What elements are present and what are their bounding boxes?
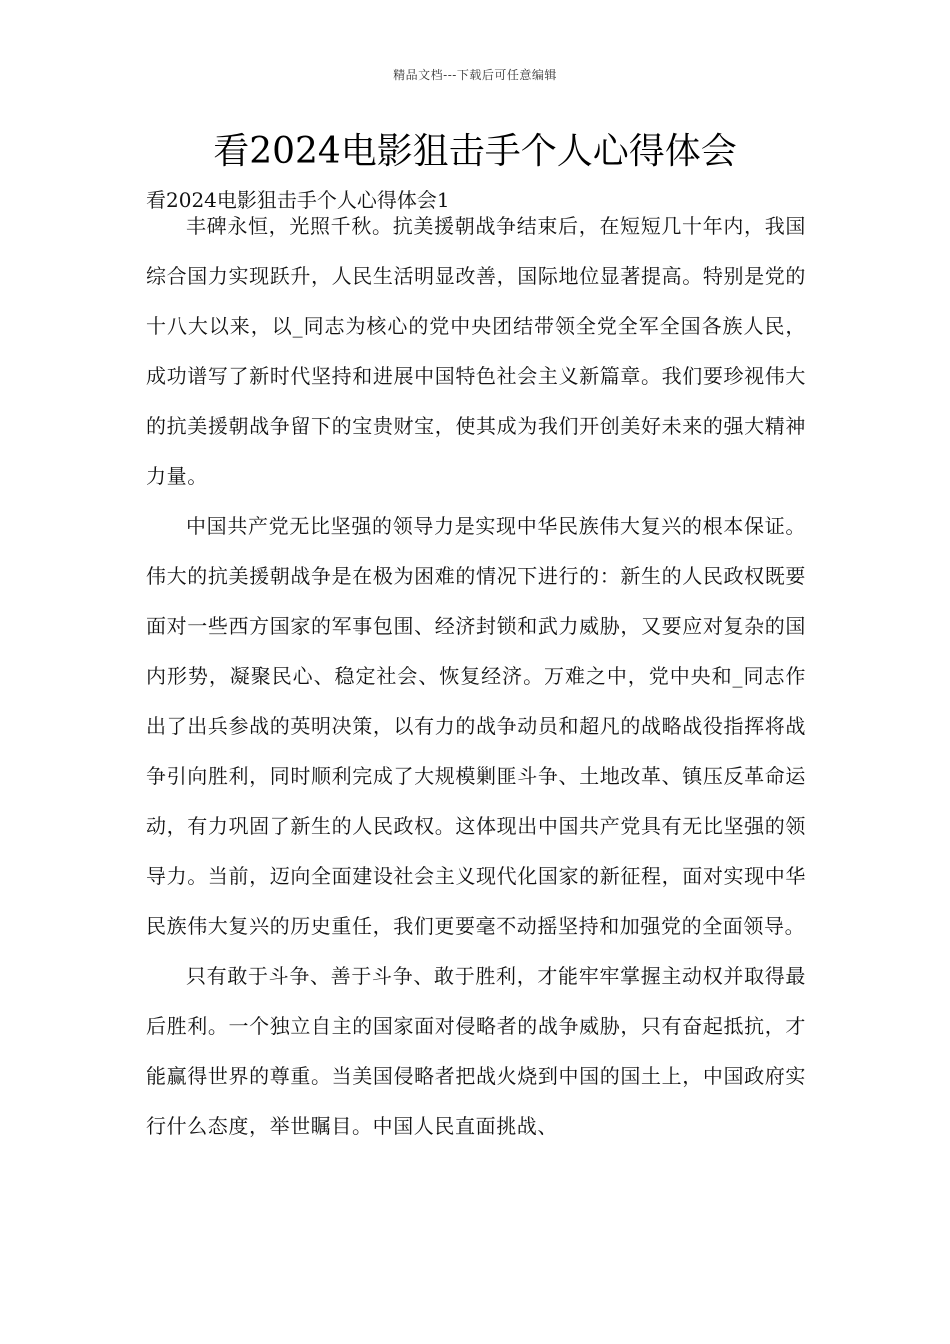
document-body (146, 201, 806, 1151)
section-heading: 看2024电影狙击手个人心得体会1 (146, 188, 450, 212)
header-note: 精品文档---下载后可任意编辑 (393, 68, 557, 82)
document-title: 看2024电影狙击手个人心得体会 (213, 131, 737, 172)
paragraph-3: 只有敢于斗争、善于斗争、敢于胜利，才能牢牢掌握主动权并取得最后胜利。一个独立自主的国家面对侵略者的战争威胁，只有奋起抵抗，才能赢得世界的尊重。当美国侵略者把战火烧到中国的国土上，中国政府实行什么态度，举世瞩目。中国人民直面挑战、 (146, 964, 806, 1138)
paragraph-2: 中国共产党无比坚强的领导力是实现中华民族伟大复兴的根本保证。伟大的抗美援朝战争是在极为困难的情况下进行的：新生的人民政权既要面对一些西方国家的军事包围、经济封锁和武力威胁，又要应对复杂的国内形势，凝聚民心、稳定社会、恢复经济。万难之中，党中央和_同志作出了出兵参战的英明决策，以有力的战争动员和超凡的战略战役指挥将战争引向胜利，同时顺利完成了大规模剿匪斗争、土地改革、镇压反革命运动，有力巩固了新生的人民政权。这体现出中国共产党具有无比坚强的领导力。当前，迈向全面建设社会主义现代化国家的新征程，面对实现中华民族伟大复兴的历史重任，我们更要毫不动摇坚持和加强党的全面领导。 (146, 514, 806, 938)
paragraph-1: 丰碑永恒，光照千秋。抗美援朝战争结束后，在短短几十年内，我国综合国力实现跃升，人民生活明显改善，国际地位显著提高。特别是党的十八大以来，以_同志为核心的党中央团结带领全党全军全国各族人民，成功谱写了新时代坚持和进展中国特色社会主义新篇章。我们要珍视伟大的抗美援朝战争留下的宝贵财宝，使其成为我们开创美好未来的强大精神力量。 (146, 214, 806, 488)
